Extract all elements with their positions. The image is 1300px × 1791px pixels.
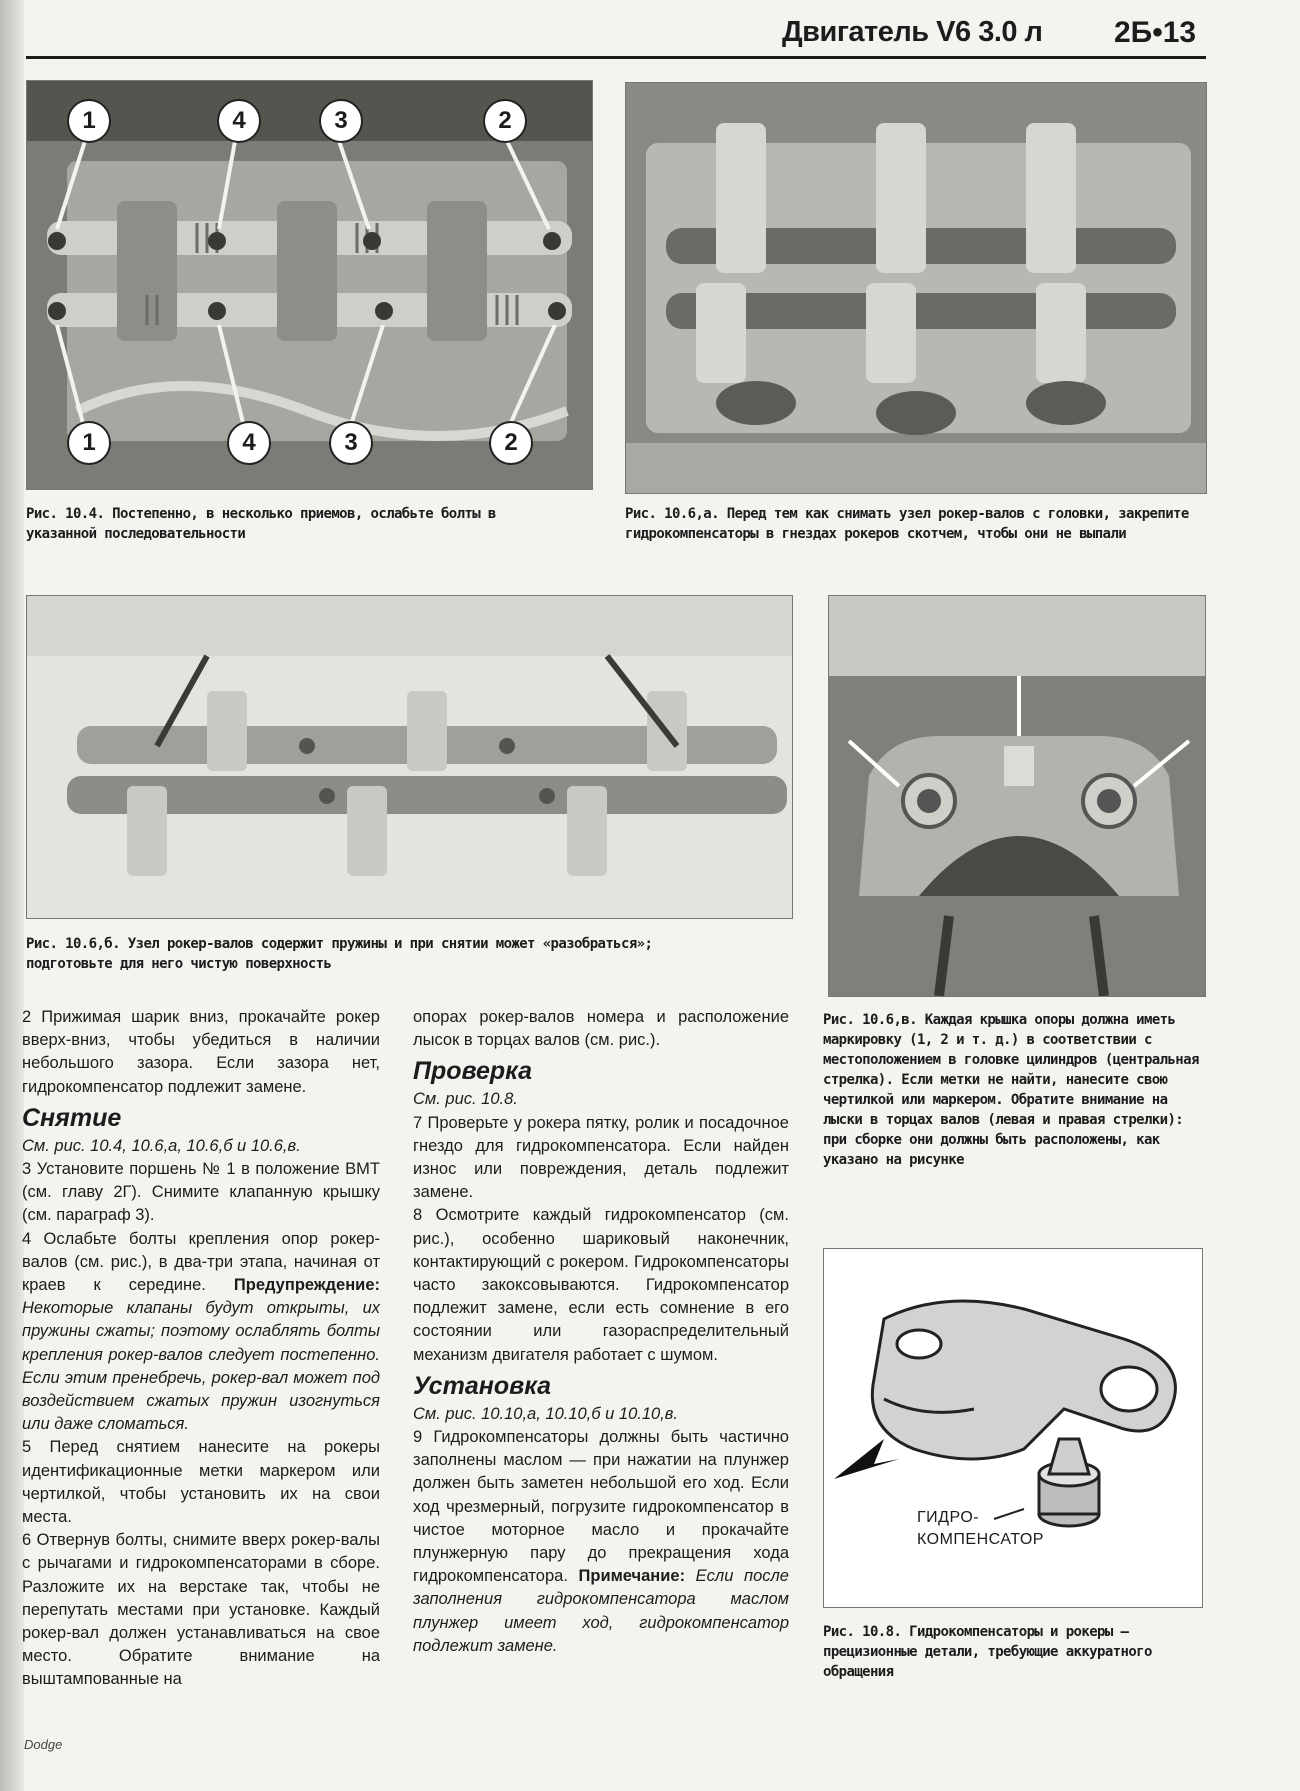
figure-10-6b-caption — [26, 934, 726, 974]
paragraph-4-text: 4 Ослабьте болты крепления опор рокер-валов (см. рис.), в два-три этапа, начиная от краев к середине. — [22, 1229, 380, 1295]
callout-bottom-2: 2 — [489, 421, 533, 465]
paragraph-6: 6 Отвернув болты, снимите вверх рокер-валы с рычагами и гидрокомпенсаторами в сборе. Разложите их на верстаке так, чтобы не перепутать местами при установке. Каждый рокер-вал должен устанавливаться на свое место. Обратите внимание на выштампованные на — [22, 1531, 380, 1689]
text-column-2 — [413, 1006, 789, 1658]
paragraph-9-text: 9 Гидрокомпенсаторы должны быть частично заполнены маслом — при нажатии на плунжер должен быть заметен небольшой его ход. Если ход чрезмерный, погрузите гидрокомпенсатор в чистое моторное масло и прокачайте плунжерную пару до прекращения хода гидрокомпенсатора. — [413, 1428, 789, 1586]
paragraph-4 — [22, 1228, 380, 1437]
paragraph-3: 3 Установите поршень № 1 в положение ВМТ (см. главу 2Г). Снимите клапанную крышку (см. параграф 3). — [22, 1160, 380, 1225]
callout-top-3: 3 — [319, 99, 363, 143]
warning-text-2: Если этим пренебречь, рокер-вал может под воздействием сжатых пружин изогнуться или даже сломаться. — [22, 1368, 380, 1434]
caption-text: Узел рокер-валов содержит пружины и при снятии может «разобраться»; подготовьте для него чистую поверхность — [26, 936, 653, 972]
header-divider — [26, 56, 1206, 59]
caption-text: Гидрокомпенсаторы и рокеры — прецизионные детали, требующие аккуратного обращения — [823, 1624, 1152, 1680]
callout-bottom-1: 1 — [67, 421, 111, 465]
figure-10-6a-photo — [625, 82, 1207, 494]
note-label: Примечание: — [578, 1567, 686, 1586]
caption-label: Рис. 10.6,б. — [26, 936, 120, 952]
page-binding-edge — [0, 0, 24, 1791]
warning-label: Предупреждение: — [233, 1276, 380, 1295]
callout-top-2: 2 — [483, 99, 527, 143]
paragraph-2: 2 Прижимая шарик вниз, прокачайте рокер вверх-вниз, чтобы убедиться в наличии небольшого зазора. Если зазора нет, гидрокомпенсатор подлежит замене. — [22, 1008, 380, 1096]
figure-10-6v-photo — [828, 595, 1206, 997]
figure-10-6b-photo — [26, 595, 793, 919]
footer-brand: Dodge — [24, 1737, 63, 1752]
figure-10-8-caption — [823, 1622, 1203, 1682]
warning-text-1: Некоторые клапаны будут открыты, их пружины сжаты; поэтому ослаблять болты крепления рокер-валов следует постепенно. — [22, 1299, 380, 1364]
caption-text: Постепенно, в несколько приемов, ослабьте болты в указанной последовательности — [26, 506, 496, 542]
page-number: 2Б•13 — [1114, 16, 1197, 49]
caption-label: Рис. 10.8. — [823, 1624, 902, 1640]
callout-bottom-3: 3 — [329, 421, 373, 465]
text-column-1 — [22, 1006, 380, 1692]
caption-label: Рис. 10.4. — [26, 506, 105, 522]
figure-10-8-drawing — [823, 1248, 1203, 1608]
callout-top-4: 4 — [217, 99, 261, 143]
figure-reference-inspection: См. рис. 10.8. — [413, 1090, 518, 1109]
paragraph-5: 5 Перед снятием нанесите на рокеры идентификационные метки маркером или чертилкой, чтобы установить их на свои места. — [22, 1438, 380, 1527]
paragraph-8: 8 Осмотрите каждый гидрокомпенсатор (см. рис.), особенно шариковый наконечник, контактирующий с рокером. Гидрокомпенсаторы часто закоксовываются. Гидрокомпенсатор подлежит замене, если есть сомнение в его состоянии или газораспределительный механизм двигателя работает с шумом. — [413, 1206, 789, 1364]
paragraph-7: 7 Проверьте у рокера пятку, ролик и посадочное гнездо для гидрокомпенсатора. Если найден износ или повреждения, деталь подлежит замене. — [413, 1113, 789, 1202]
running-header-title: Двигатель V6 3.0 л — [782, 16, 1043, 48]
paragraph-6-continued: опорах рокер-валов номера и расположение лысок в торцах валов (см. рис.). — [413, 1008, 789, 1050]
figure-reference-installation: См. рис. 10.10,а, 10.10,б и 10.10,в. — [413, 1404, 678, 1423]
caption-label: Рис. 10.6,а. — [625, 506, 719, 522]
figure-reference-removal: См. рис. 10.4, 10.6,а, 10.6,б и 10.6,в. — [22, 1136, 301, 1155]
heading-installation: Установка — [413, 1371, 552, 1400]
note-text: Если после заполнения гидрокомпенсатора маслом плунжер имеет ход, гидрокомпенсатор подлежит замене. — [413, 1567, 789, 1655]
figure-10-6v-caption — [823, 1010, 1205, 1170]
callout-top-1: 1 — [67, 99, 111, 143]
figure-10-6a-caption — [625, 504, 1205, 544]
caption-label: Рис. 10.6,в. — [823, 1012, 917, 1028]
callout-line-1: ГИДРО- — [917, 1509, 980, 1526]
hydraulic-lash-adjuster-label — [917, 1507, 1044, 1551]
paragraph-9 — [413, 1426, 789, 1658]
callout-line-2: КОМПЕНСАТОР — [917, 1531, 1044, 1548]
caption-text: Каждая крышка опоры должна иметь маркировку (1, 2 и т. д.) в соответствии с местоположением в головке цилиндров (центральная стрелка). Если метки не найти, нанесите свою чертилкой или маркером. Обратите внимание на лыски в торцах валов (левая и правая стрелки): при сборке они должны быть расположены, как указано на рисунке — [823, 1012, 1199, 1168]
figure-10-4-photo — [26, 80, 593, 490]
callout-bottom-4: 4 — [227, 421, 271, 465]
caption-text: Перед тем как снимать узел рокер-валов с головки, закрепите гидрокомпенсаторы в гнездах рокеров скотчем, чтобы они не выпали — [625, 506, 1189, 542]
figure-10-4-caption — [26, 504, 526, 544]
heading-inspection: Проверка — [413, 1057, 533, 1086]
heading-removal: Снятие — [22, 1103, 122, 1132]
